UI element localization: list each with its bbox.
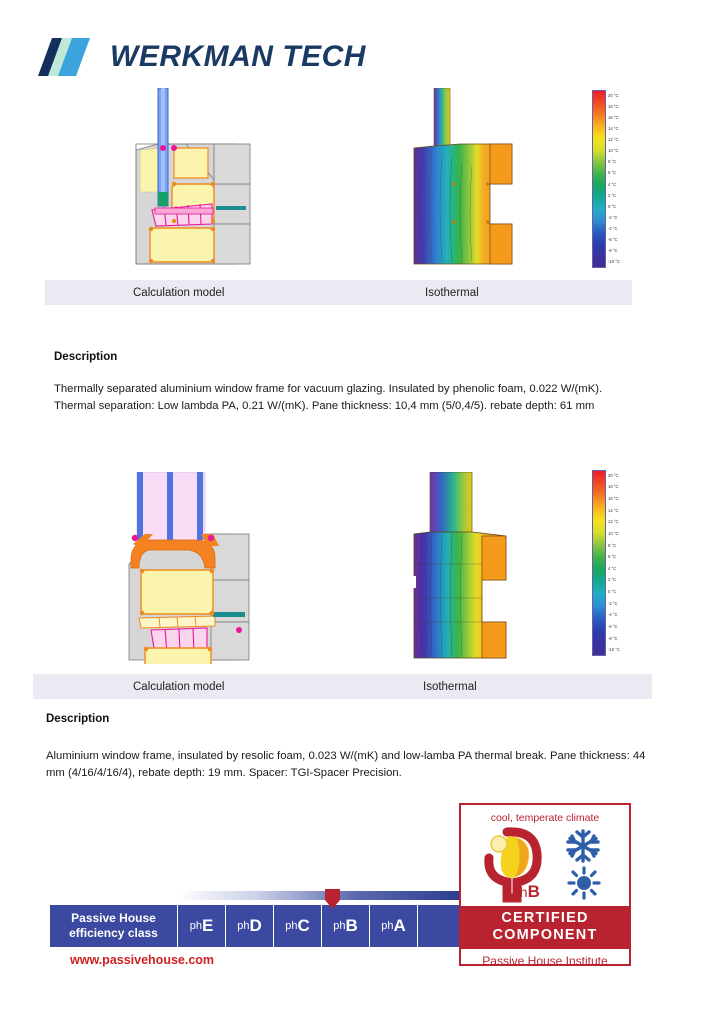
temperature-tick: 8 °C <box>608 542 617 548</box>
description-body-1: Thermally separated aluminium window frame for vacuum glazing. Insulated by phenolic foam, 0.022 W/(mK). Thermal separation: Low lambda PA, 0.21 W/(mK). Pane thickness: 10,4 mm (5/0,4/5). rebate depth: 61 mm <box>54 383 603 412</box>
caption-calculation-model: Calculation model <box>133 680 225 693</box>
efficiency-class-phB[interactable]: ph B <box>322 905 370 947</box>
temperature-tick: -10 °C <box>608 259 620 265</box>
temperature-tick: 8 °C <box>608 159 617 165</box>
temperature-tick: 2 °C <box>608 192 617 198</box>
caption-isothermal: Isothermal <box>423 680 477 693</box>
temperature-tick: 4 °C <box>608 565 617 571</box>
temperature-colorbar <box>592 90 606 268</box>
efficiency-label-line1: Passive House <box>71 911 156 925</box>
efficiency-class-phC[interactable]: ph C <box>274 905 322 947</box>
temperature-tick: -2 °C <box>608 600 618 606</box>
seal-band-line1: CERTIFIED <box>501 910 589 926</box>
temperature-tick: -6 °C <box>608 237 618 243</box>
temperature-tick: 12 °C <box>608 519 619 525</box>
temperature-tick: 20 °C <box>608 472 619 478</box>
temperature-tick: 14 °C <box>608 507 619 513</box>
temperature-scale-2 <box>592 470 632 656</box>
temperature-tick: 0 °C <box>608 588 617 594</box>
selected-class-marker-icon <box>324 888 341 910</box>
isothermal-diagram-2 <box>408 472 520 664</box>
temperature-tick-labels <box>608 90 632 268</box>
temperature-tick: 12 °C <box>608 136 619 142</box>
temperature-tick: 6 °C <box>608 554 617 560</box>
temperature-tick: -4 °C <box>608 225 618 231</box>
snowflake-icon <box>563 828 603 864</box>
description-title-2: Description <box>46 713 110 725</box>
certified-component-seal <box>459 803 631 966</box>
description-title-1: Description <box>54 351 118 363</box>
seal-institute-text: Passive House Institute <box>482 954 608 968</box>
isothermal-diagram-1 <box>408 88 518 268</box>
temperature-tick: 2 °C <box>608 577 617 583</box>
temperature-tick: -10 °C <box>608 647 620 653</box>
temperature-colorbar <box>592 470 606 656</box>
temperature-tick: 10 °C <box>608 530 619 536</box>
temperature-tick: -8 °C <box>608 635 618 641</box>
temperature-tick: -8 °C <box>608 248 618 254</box>
temperature-scale-1 <box>592 90 632 268</box>
temperature-tick: 0 °C <box>608 203 617 209</box>
brand-name: WERKMAN TECH <box>110 40 366 73</box>
figure-caption-bar-2 <box>33 674 652 699</box>
temperature-tick: 16 °C <box>608 495 619 501</box>
temperature-tick: 10 °C <box>608 148 619 154</box>
temperature-tick-labels <box>608 470 632 656</box>
efficiency-gradient-strip <box>178 891 466 900</box>
calculation-model-diagram-2 <box>115 472 267 664</box>
caption-isothermal: Isothermal <box>425 286 479 299</box>
caption-calculation-model: Calculation model <box>133 286 225 299</box>
passivehouse-url-link[interactable]: www.passivehouse.com <box>70 953 215 967</box>
passive-house-efficiency-bar <box>49 904 463 948</box>
temperature-tick: 18 °C <box>608 103 619 109</box>
temperature-tick: -2 °C <box>608 214 618 220</box>
seal-efficiency-class: phB <box>512 882 540 901</box>
sun-icon <box>565 866 603 900</box>
efficiency-class-phA[interactable]: ph A <box>370 905 418 947</box>
temperature-tick: 20 °C <box>608 92 619 98</box>
temperature-tick: 16 °C <box>608 114 619 120</box>
efficiency-class-label <box>50 905 178 947</box>
temperature-tick: 14 °C <box>608 125 619 131</box>
description-body-2: Aluminium window frame, insulated by resolic foam, 0.023 W/(mK) and low-lamba PA thermal break. Pane thickness: 44 mm (4/16/4/16/4), rebate depth: 19 mm. Spacer: TGI-Spacer Precision. <box>46 750 646 779</box>
temperature-tick: -6 °C <box>608 623 618 629</box>
efficiency-label-line2: efficiency class <box>69 926 158 940</box>
seal-climate-text: cool, temperate climate <box>490 812 600 824</box>
page-header <box>38 34 366 80</box>
efficiency-class-phD[interactable]: ph D <box>226 905 274 947</box>
seal-band-line2: COMPONENT <box>492 927 598 943</box>
efficiency-class-spacer <box>418 905 462 947</box>
temperature-tick: 18 °C <box>608 484 619 490</box>
figure-caption-bar-1 <box>45 280 632 305</box>
efficiency-class-phE[interactable]: ph E <box>178 905 226 947</box>
temperature-tick: 6 °C <box>608 170 617 176</box>
werkman-tech-logo-icon <box>38 36 96 78</box>
calculation-model-diagram-1 <box>128 88 266 268</box>
seal-certified-band <box>461 906 629 949</box>
temperature-tick: -4 °C <box>608 612 618 618</box>
temperature-tick: 4 °C <box>608 181 617 187</box>
